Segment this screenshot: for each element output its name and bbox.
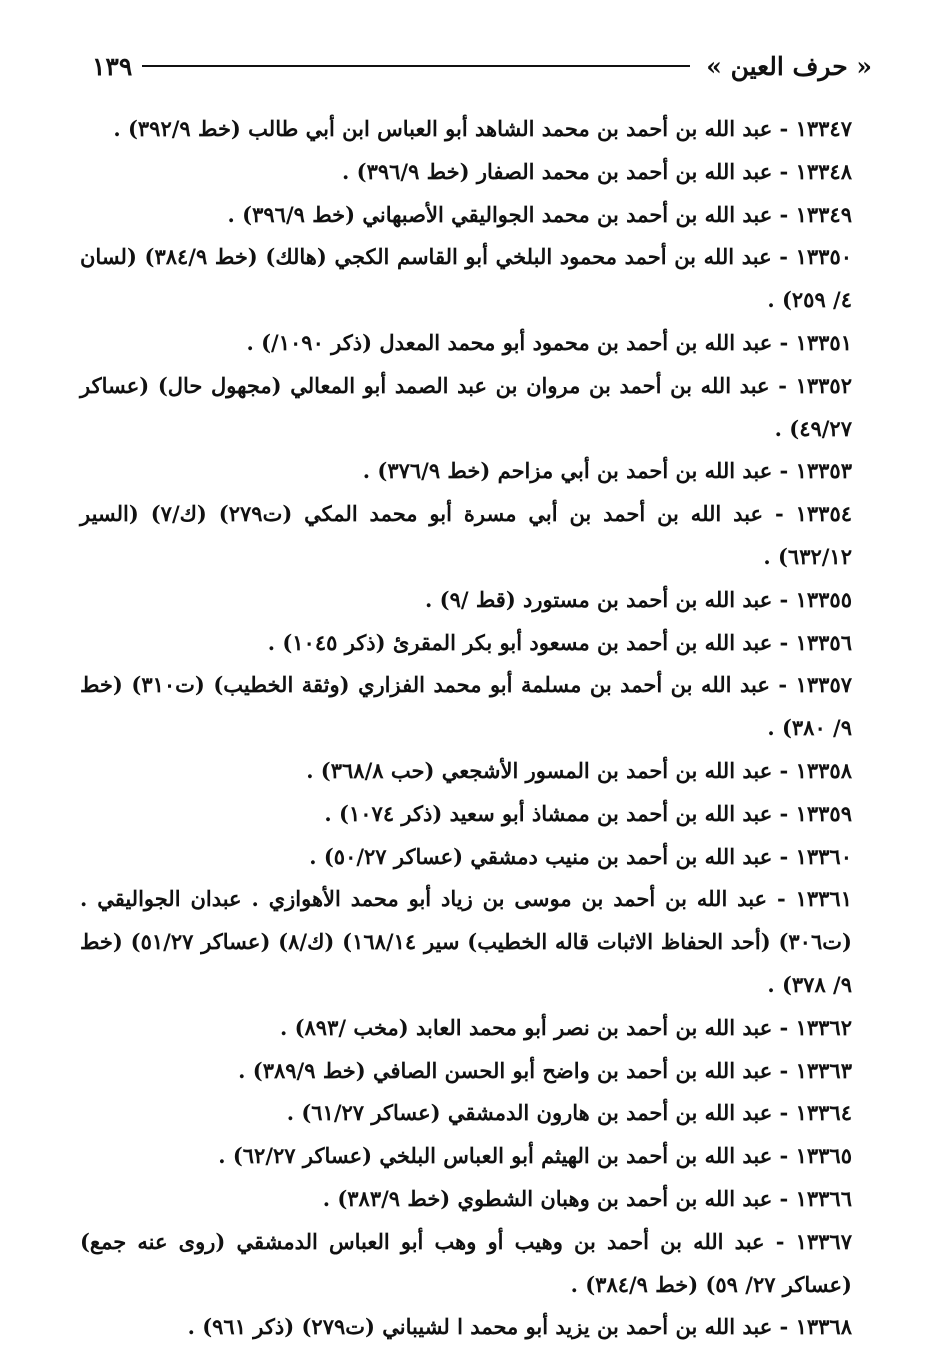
entry-number: ١٣٣٦٠ [795,843,852,869]
entry [80,1050,852,1093]
entry-number: ١٣٣٦٦ [795,1185,852,1211]
entry-number: ١٣٣٥٢ [795,372,852,398]
entry [80,493,852,579]
entry-text: عبد الله بن أحمد بن الهيثم أبو العباس البلخي (عساكر ٦٢/٢٧) . [218,1143,773,1169]
entry-separator: - [772,1143,796,1169]
entry-separator: - [772,1185,796,1211]
entry-separator: - [772,1100,796,1126]
entry-text: عبد الله بن أحمد بن مسلمة أبو محمد الفزاري (وثقة الخطيب) (ت٣١٠) (خط ٩/ ٣٨٠) . [80,672,852,741]
entry-text: عبد الله بن أحمد بن موسى بن زياد أبو محمد الأهوازي . عبدان الجواليقي . (ت٣٠٦) (أحد الحفاظ الاثبات قاله الخطيب) سير ١٦٨/١٤) (ك/٨) (عساكر ٥١/٢٧) (خط ٩/ ٣٧٨) . [80,886,852,997]
entry [80,836,852,879]
entry-number: ١٣٣٥١ [795,329,852,355]
entry-number: ١٣٣٤٩ [795,201,852,227]
entry-text: عبد الله بن أحمد بن محمد الصفار (خط ٣٩٦/٩) . [342,158,773,184]
entry-text: عبد الله بن أحمد بن مروان بن عبد الصمد أبو المعالي (مجهول حال) (عساكر ٤٩/٢٧) . [80,372,852,441]
entry-separator: - [764,1228,796,1254]
entry-text: عبد الله بن أحمد بن منيب دمشقي (عساكر ٥٠/٢٧) . [309,843,773,869]
entry [80,1306,852,1349]
entry-text: عبد الله بن أحمد بن هارون الدمشقي (عساكر ٦١/٢٧) . [286,1100,773,1126]
entry-number: ١٣٣٥٧ [795,672,853,698]
entry-text: عبد الله بن أحمد بن ممشاذ أبو سعيد (ذكر ١٠٧٤) . [324,800,773,826]
entry-text: عبد الله بن أحمد بن مسعود أبو بكر المقرئ (ذكر ١٠٤٥) . [267,629,773,655]
entry-separator: - [772,1014,796,1040]
entry-separator: - [772,458,796,484]
entry-number: ١٣٣٤٨ [795,158,852,184]
entry-separator: - [769,672,796,698]
entry-text: عبد الله بن أحمد بن محمد الشاهد أبو العباس ابن أبي طالب (خط ٣٩٢/٩) . [113,116,773,141]
entry-separator: - [772,757,796,783]
entry-text: عبد الله بن أحمد بن وهبان الشطوي (خط ٣٨٣/٩) . [322,1185,773,1211]
entry [80,1007,852,1050]
entry [80,108,852,151]
entry-number: ١٣٣٥٨ [795,757,852,783]
entry-number: ١٣٣٦٤ [795,1100,852,1126]
entry-separator: - [767,886,796,912]
entry [80,151,852,194]
entry [80,793,852,836]
entry-separator: - [769,372,796,398]
entry-number: ١٣٣٥٤ [795,501,853,527]
entry-separator: - [771,244,796,270]
entry [80,365,852,451]
entry-text: عبد الله بن أحمد بن وهيب أو وهب أبو العباس الدمشقي (روى عنه جمع) (عساكر ٢٧/ ٥٩) (خط ٣٨٤/٩) . [80,1228,852,1297]
chapter-title: « حرف العين » [706,51,872,81]
entry-separator: - [772,329,796,355]
entry [80,236,852,322]
entry [80,1221,852,1307]
entry-separator: - [772,843,796,869]
entry-number: ١٣٣٥٥ [795,586,852,612]
entry [80,194,852,237]
entry-number: ١٣٣٦٢ [795,1014,852,1040]
entry-text: عبد الله بن أحمد بن المسور الأشجعي (حب ٣٦٨/٨) . [306,757,773,783]
entry [80,1092,852,1135]
entry [80,1135,852,1178]
running-header [92,44,872,88]
entry-text: عبد الله بن أحمد بن محمد الجواليقي الأصبهاني (خط ٣٩٦/٩) . [227,201,773,227]
entry-number: ١٣٣٦٣ [795,1057,852,1083]
entry-separator: - [772,1057,796,1083]
entry-text: عبد الله بن أحمد بن واضح أبو الحسن الصافي (خط ٣٨٩/٩) . [238,1057,773,1083]
page-number: ١٣٩ [92,51,133,81]
entry-number: ١٣٣٥٠ [795,244,853,270]
entry-separator: - [772,800,796,826]
entry-text: عبد الله بن أحمد بن مستورد (قط /٩) . [425,586,773,612]
entry [80,450,852,493]
entry-text: عبد الله بن أحمد بن يزيد أبو محمد ا لشيباني (ت٢٧٩) (ذكر ٩٦١) . [187,1314,773,1340]
entry-text: عبد الله بن أحمد بن محمود أبو محمد المعدل (ذكر ١٠٩٠/) . [246,329,773,355]
entry-separator: - [772,586,796,612]
entry-text: عبد الله بن أحمد بن نصر أبو محمد العابد (مخب /٨٩٣) . [279,1014,773,1040]
entry-number: ١٣٣٤٧ [795,116,852,141]
entry [80,878,852,1006]
entry [80,664,852,750]
entry-number: ١٣٣٦١ [795,886,852,912]
header-rule [142,65,690,67]
entry-separator: - [763,501,796,527]
entry [80,322,852,365]
entry-separator: - [772,201,796,227]
entry-separator: - [772,1314,796,1340]
entry-list [80,108,852,1349]
entry [80,579,852,622]
entry-number: ١٣٣٥٣ [795,458,852,484]
entry-separator: - [772,158,796,184]
entry-separator: - [772,629,796,655]
entry-number: ١٣٣٥٦ [795,629,852,655]
entry-separator: - [772,116,796,141]
entry-number: ١٣٣٦٧ [795,1228,852,1254]
entry-text: عبد الله بن أحمد محمود البلخي أبو القاسم الكجي (هالك) (خط ٣٨٤/٩) (لسان ٤/ ٢٥٩) . [80,244,852,313]
entry-number: ١٣٣٥٩ [795,800,852,826]
entry-number: ١٣٣٦٥ [795,1143,852,1169]
entry [80,750,852,793]
entry [80,1178,852,1221]
entry-text: عبد الله بن أحمد بن أبي مزاحم (خط ٣٧٦/٩) . [362,458,773,484]
entry-number: ١٣٣٦٨ [795,1314,852,1340]
entry-text: عبد الله بن أحمد بن أبي مسرة أبو محمد المكي (ت٢٧٩) (ك/٧) (السير ٦٣٢/١٢) . [80,501,852,569]
entry [80,622,852,665]
